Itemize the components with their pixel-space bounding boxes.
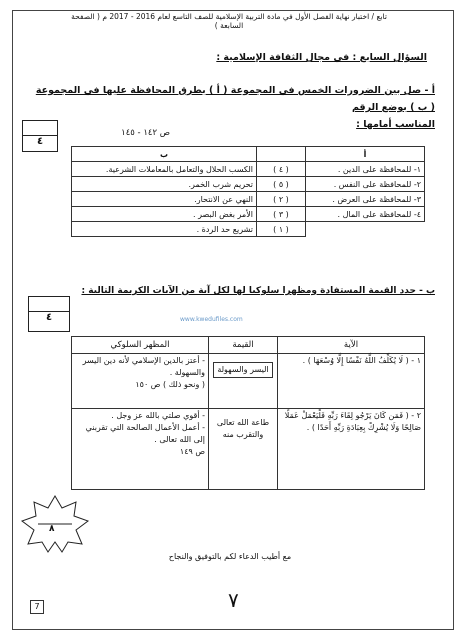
col-b-cell: الكسب الحلال والتعامل بالمعاملات الشرعية.: [72, 162, 257, 177]
col-num-header: [257, 147, 306, 162]
col-a-header: أ: [306, 147, 425, 162]
verses-table: [71, 336, 425, 490]
col-b-header: ب: [72, 147, 257, 162]
part-a-instruction: [35, 82, 435, 133]
part-a-line2: المناسب أمامها :: [356, 119, 435, 130]
table-row: [72, 207, 425, 222]
part-a-pages: ص ١٤٢ - ١٤٥: [121, 128, 170, 138]
matching-table: [71, 146, 425, 237]
watermark: www.kwedufiles.com: [180, 316, 243, 323]
col-a-cell: [306, 222, 425, 237]
answer-cell: ( ١ ): [257, 222, 306, 237]
behavior-cell: [72, 409, 209, 490]
side-score: ٨: [49, 524, 55, 534]
verse-cell: [278, 409, 425, 490]
col-a-cell: ٤- للمحافظة على المال .: [306, 207, 425, 222]
behavior-line: - أقوي صلتي بالله عز وجل .: [111, 411, 205, 420]
table-row: [72, 162, 425, 177]
col-b-cell: الأمر بغض البصر .: [72, 207, 257, 222]
answer-cell: ( ٢ ): [257, 192, 306, 207]
table-row: [72, 177, 425, 192]
answer-cell: ( ٥ ): [257, 177, 306, 192]
value-answer: اليسر والسهولة: [213, 362, 272, 378]
footer-note: مع أطيب الدعاء لكم بالتوفيق والنجاح: [168, 552, 292, 561]
col-b-cell: تشريع حد الردة .: [72, 222, 257, 237]
table-header-row: [72, 147, 425, 162]
part-a-score: ٤: [36, 136, 44, 147]
page-number-big: ٧: [228, 588, 239, 612]
behavior-line: - أعمل الأعمال الصالحة التي تقربني إلى الله تعالى .: [85, 423, 205, 444]
col-a-cell: ١- للمحافظة على الدين .: [306, 162, 425, 177]
col-b-cell: تحريم شرب الخمر.: [72, 177, 257, 192]
question-7-title: السؤال السابع : في مجال الثقافة الإسلامية :: [216, 52, 427, 63]
behavior-line: ( ونحو ذلك ) ص ١٥٠: [135, 380, 205, 389]
behavior-line: - أعتز بالدين الإسلامي لأنه دين اليسر والسهولة .: [82, 356, 205, 377]
value-header: القيمة: [209, 337, 278, 354]
behavior-cell: [72, 354, 209, 409]
page-header: تابع / اختبار نهاية الفصل الأول في مادة التربية الإسلامية للصف التاسع لعام 2016 - 2017 م ( الصفحة السابعة ): [71, 12, 387, 30]
table-header-row: [72, 337, 425, 354]
page-number-small: 7: [30, 600, 44, 614]
table-row: [72, 192, 425, 207]
table-row: [72, 409, 425, 490]
part-b-score: ٤: [45, 312, 53, 323]
col-b-cell: النهي عن الانتحار.: [72, 192, 257, 207]
value-cell: [209, 409, 278, 490]
part-b-instruction: ب - حدد القيمة المستفادة ومظهرا سلوكيا لها لكل آية من الآيات الكريمة التالية :: [81, 286, 435, 296]
col-a-cell: ٢- للمحافظة على النفس .: [306, 177, 425, 192]
col-a-cell: ٣- للمحافظة على العرض .: [306, 192, 425, 207]
answer-cell: ( ٤ ): [257, 162, 306, 177]
value-cell: [209, 354, 278, 409]
part-a-line1: أ - صل بين الضرورات الخمس في المجموعة ( أ ) بطرق المحافظة عليها في المجموعة ( ب ) بوضع الرقم: [35, 85, 435, 113]
value-answer: طاعة الله تعالى والتقرب منه: [216, 418, 270, 439]
side-score-star: [20, 494, 90, 554]
answer-cell: ( ٣ ): [257, 207, 306, 222]
verse-cell: [278, 354, 425, 409]
verse-text: ٢ - ( فَمَن كَانَ يَرْجُو لِقَاءَ رَبِّهِ فَلْيَعْمَلْ عَمَلًا صَالِحًا وَلَا يُشْرِكْ بِعِبَادَةِ رَبِّهِ أَحَدًا ) .: [284, 411, 421, 432]
behavior-line: ص ١٤٩: [179, 447, 205, 456]
table-row: [72, 222, 425, 237]
behavior-header: المظهر السلوكي: [72, 337, 209, 354]
part-b-score-box: [28, 296, 70, 332]
verse-text: ١ - ( لَا يُكَلِّفُ اللَّهُ نَفْسًا إِلَّا وُسْعَهَا ) .: [302, 356, 421, 365]
verse-header: الآية: [278, 337, 425, 354]
table-row: [72, 354, 425, 409]
part-a-score-box: [22, 120, 58, 152]
